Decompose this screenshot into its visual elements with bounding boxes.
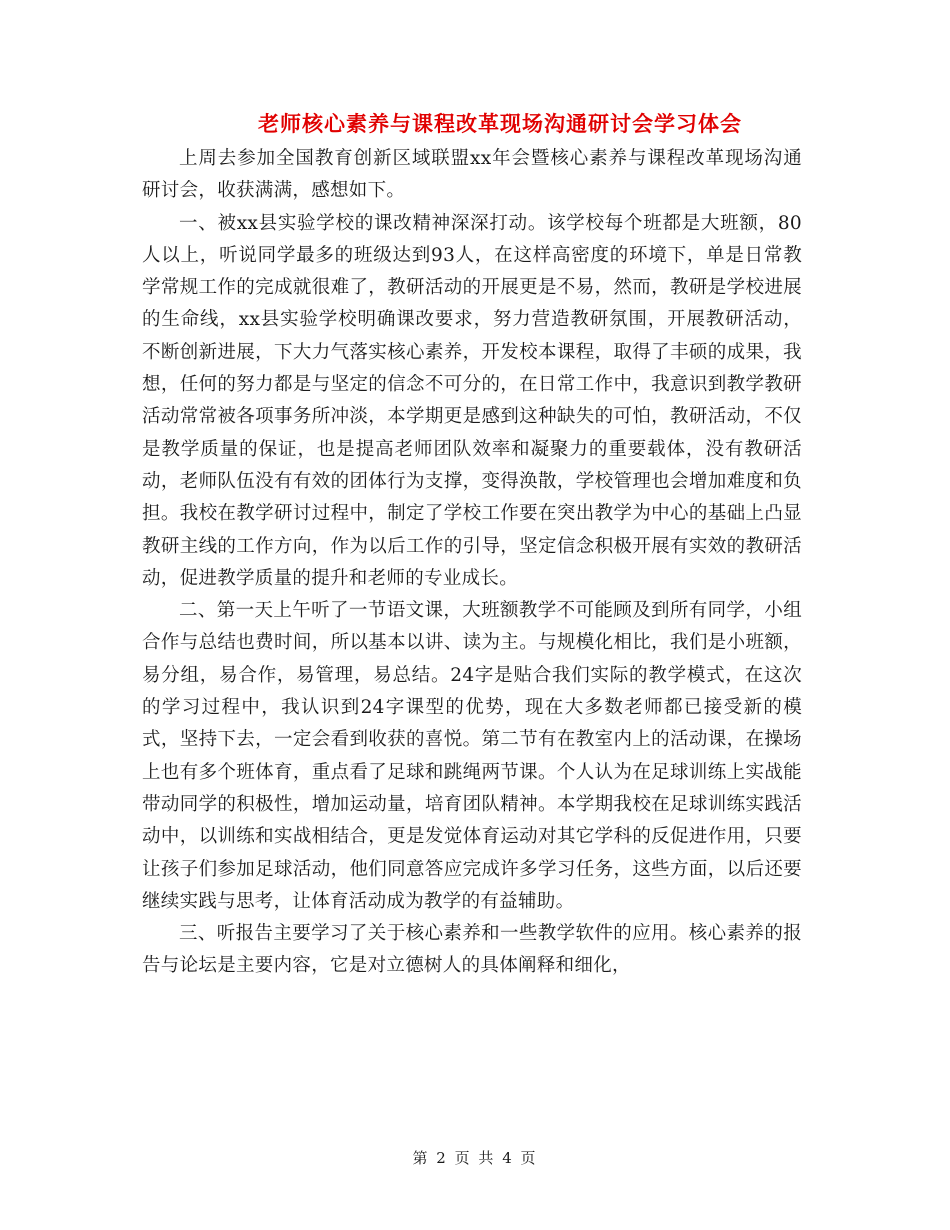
paragraph-section-3: 三、听报告主要学习了关于核心素养和一些教学软件的应用。核心素养的报告与论坛是主要内容，它是对立德树人的具体阐释和细化， [142, 923, 802, 977]
paragraph-intro: 上周去参加全国教育创新区域联盟xx年会暨核心素养与课程改革现场沟通研讨会，收获满满，感想如下。 [142, 148, 802, 202]
footer-total-prefix: 共 [478, 1149, 496, 1167]
footer-suffix: 页 [520, 1149, 538, 1167]
document-title: 老师核心素养与课程改革现场沟通研讨会学习体会 [258, 111, 742, 136]
footer-prefix: 第 [412, 1149, 430, 1167]
paragraph-section-1: 一、被xx县实验学校的课改精神深深打动。该学校每个班都是大班额，80人以上，听说同学最多的班级达到93人，在这样高密度的环境下，单是日常教学常规工作的完成就很难了，教研活动的开展更是不易，然而，教研是学校进展的生命线，xx县实验学校明确课改要求，努力营造教研氛围，开展教研活动，不断创新进展，下大力气落实核心素养，开发校本课程，取得了丰硕的成果，我想，任何的努力都是与坚定的信念不可分的，在日常工作中，我意识到教学教研活动常常被各项事务所冲淡，本学期更是感到这种缺失的可怕，教研活动，不仅是教学质量的保证，也是提高老师团队效率和凝聚力的重要载体，没有教研活动，老师队伍没有有效的团体行为支撑，变得涣散，学校管理也会增加难度和负担。我校在教学研讨过程中，制定了学校工作要在突出教学为中心的基础上凸显教研主线的工作方向，作为以后工作的引导，坚定信念积极开展有实效的教研活动，促进教学质量的提升和老师的专业成长。 [142, 212, 802, 589]
footer-total-pages: 4 [502, 1149, 514, 1167]
paragraph-section-2: 二、第一天上午听了一节语文课，大班额教学不可能顾及到所有同学，小组合作与总结也费时间，所以基本以讲、读为主。与规模化相比，我们是小班额，易分组，易合作，易管理，易总结。24字是贴合我们实际的教学模式，在这次的学习过程中，我认识到24字课型的优势，现在大多数老师都已接受新的模式，坚持下去，一定会看到收获的喜悦。第二节有在教室内上的活动课，在操场上也有多个班体育，重点看了足球和跳绳两节课。个人认为在足球训练上实战能带动同学的积极性，增加运动量，培育团队精神。本学期我校在足球训练实践活动中，以训练和实战相结合，更是发觉体育运动对其它学科的反促进作用，只要让孩子们参加足球活动，他们同意答应完成许多学习任务，这些方面，以后还要继续实践与思考，让体育活动成为教学的有益辅助。 [142, 600, 802, 912]
footer-current-page: 2 [436, 1149, 448, 1167]
page-footer [0, 1147, 950, 1169]
document-body [142, 143, 802, 983]
footer-page-word: 页 [454, 1149, 472, 1167]
